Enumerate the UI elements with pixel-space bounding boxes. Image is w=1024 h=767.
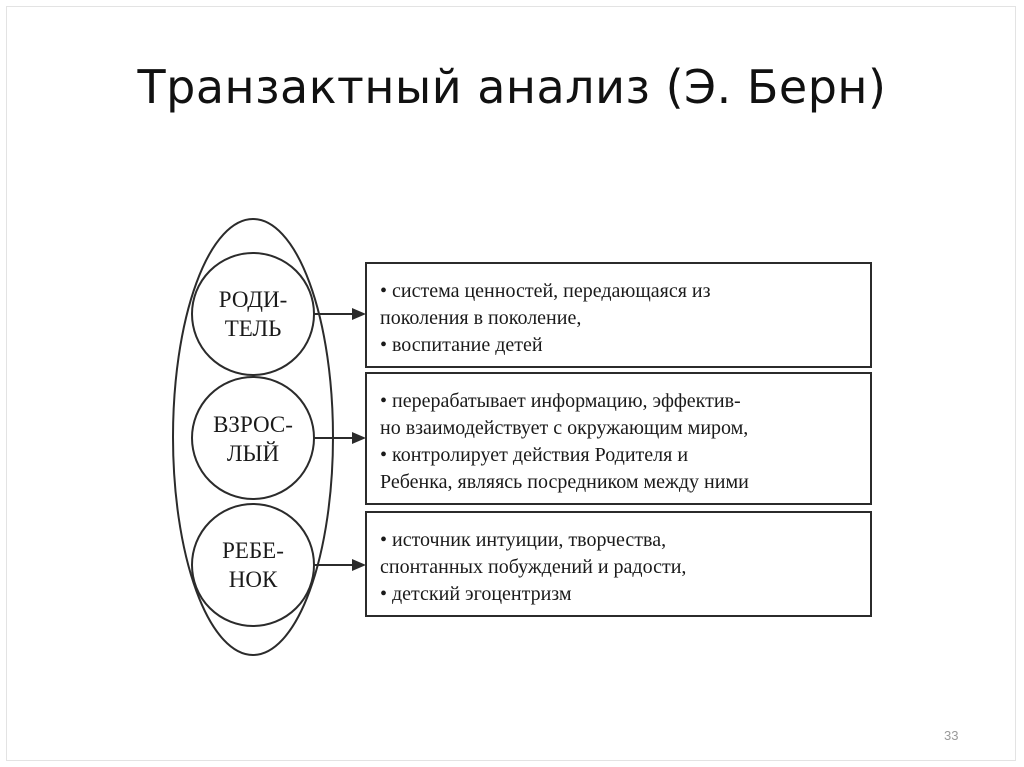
ego-state-parent [192,253,871,375]
child-label-line-2: НОК [228,567,278,592]
child-arrow-head [352,559,366,571]
parent-label-line-2: ТЕЛЬ [224,316,282,341]
child-label-line-1: РЕБЕ- [222,538,284,563]
adult-description-line-3: • контролирует действия Родителя и [380,444,689,466]
parent-arrow-head [352,308,366,320]
child-description-line-2: спонтанных побуждений и радости, [380,556,687,578]
adult-circle [192,377,314,499]
parent-description-line-1: • система ценностей, передающаяся из [380,280,711,302]
adult-label-line-1: ВЗРОС- [213,412,293,437]
adult-description-line-1: • перерабатывает информацию, эффектив- [380,390,741,412]
child-description-line-3: • детский эгоцентризм [380,583,572,605]
ego-state-adult [192,373,871,504]
page-number: 33 [944,728,959,743]
ego-state-child [192,504,871,626]
child-circle [192,504,314,626]
adult-arrow-head [352,432,366,444]
child-description-line-1: • источник интуиции, творчества, [380,529,667,551]
adult-description-line-2: но взаимодействует с окружающим миром, [380,417,749,439]
parent-description-line-2: поколения в поколение, [380,307,582,329]
parent-description-line-3: • воспитание детей [380,334,543,356]
parent-circle [192,253,314,375]
adult-description-line-4: Ребенка, являясь посредником между ними [380,471,749,493]
parent-label-line-1: РОДИ- [218,287,288,312]
slide-title: Транзактный анализ (Э. Берн) [137,60,887,114]
adult-label-line-2: ЛЫЙ [226,441,280,466]
